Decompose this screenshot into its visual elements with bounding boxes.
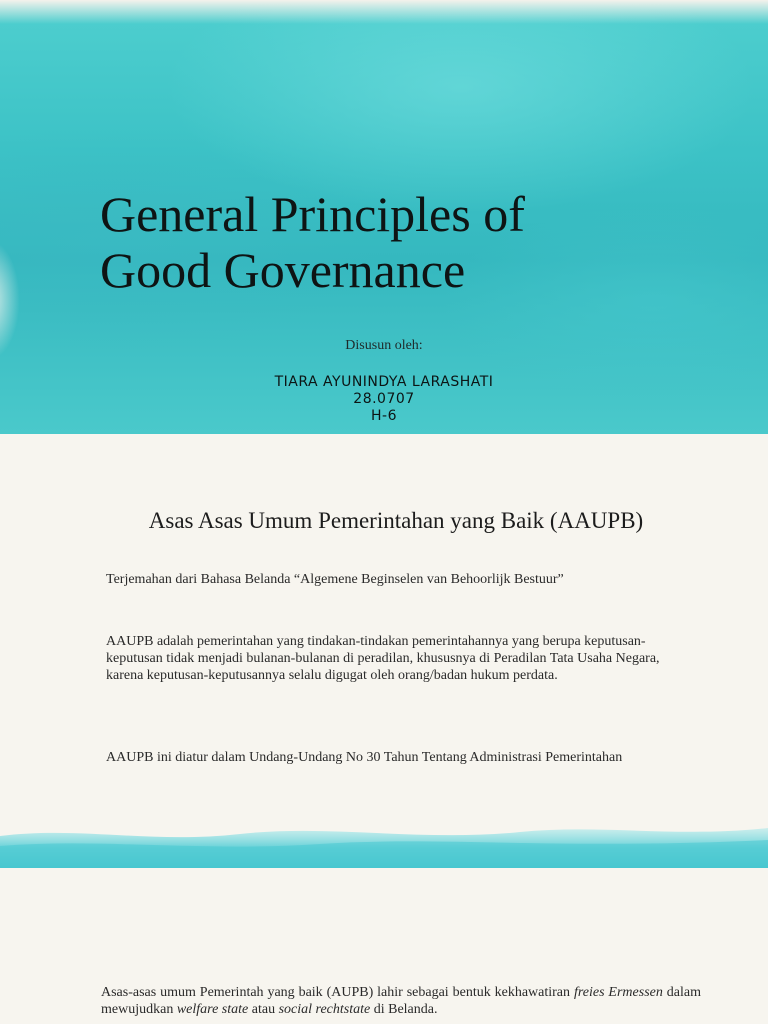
title-line-2: Good Governance [100, 242, 466, 298]
watercolor-top-edge [0, 0, 768, 24]
origin-italic-3: social rechtstate [278, 1002, 371, 1017]
author-id: 28.0707 [353, 391, 415, 407]
origin-text-2: dalam mewujudkan [101, 985, 701, 1017]
presentation-title [100, 186, 700, 298]
title-line-1: General Principles of [100, 186, 525, 242]
origin-text-3: atau [248, 1002, 279, 1017]
origin-text-1: Asas-asas umum Pemerintah yang baik (AUPB) lahir sebagai bentuk kekhawatiran [101, 985, 574, 1000]
paragraph-translation: Terjemahan dari Bahasa Belanda “Algemene Beginselen van Behoorlijk Bestuur” [106, 572, 564, 587]
paragraph-regulation: AAUPB ini diatur dalam Undang-Undang No 30 Tahun Tentang Administrasi Pemerintahan [106, 750, 623, 765]
slide-title: Asas Asas Umum Pemerintahan yang Baik (AAUPB) [148, 508, 644, 533]
paragraph-definition: AAUPB adalah pemerintahan yang tindakan-tindakan pemerintahannya yang berupa keputusan-keputusan tidak menjadi bulanan-bulanan di peradilan, khususnya di Peradilan Tata Usaha Negara, karena keputusan-keputusannya selalu digugat oleh orang/badan hukum perdata. [106, 634, 660, 683]
paragraph-origin [101, 984, 701, 1018]
aupb-origin-slide [0, 868, 768, 1024]
aaupb-slide [0, 434, 768, 868]
origin-italic-2: welfare state [176, 1002, 249, 1017]
byline-label: Disusun oleh: [345, 338, 423, 353]
author-block [0, 374, 768, 425]
author-class: H-6 [371, 408, 397, 424]
author-name: TIARA AYUNINDYA LARASHATI [274, 374, 494, 390]
watercolor-wave-decoration [0, 822, 768, 868]
origin-text-4: di Belanda. [370, 1002, 438, 1017]
origin-italic-1: freies Ermessen [573, 985, 663, 1000]
title-slide [0, 0, 768, 434]
